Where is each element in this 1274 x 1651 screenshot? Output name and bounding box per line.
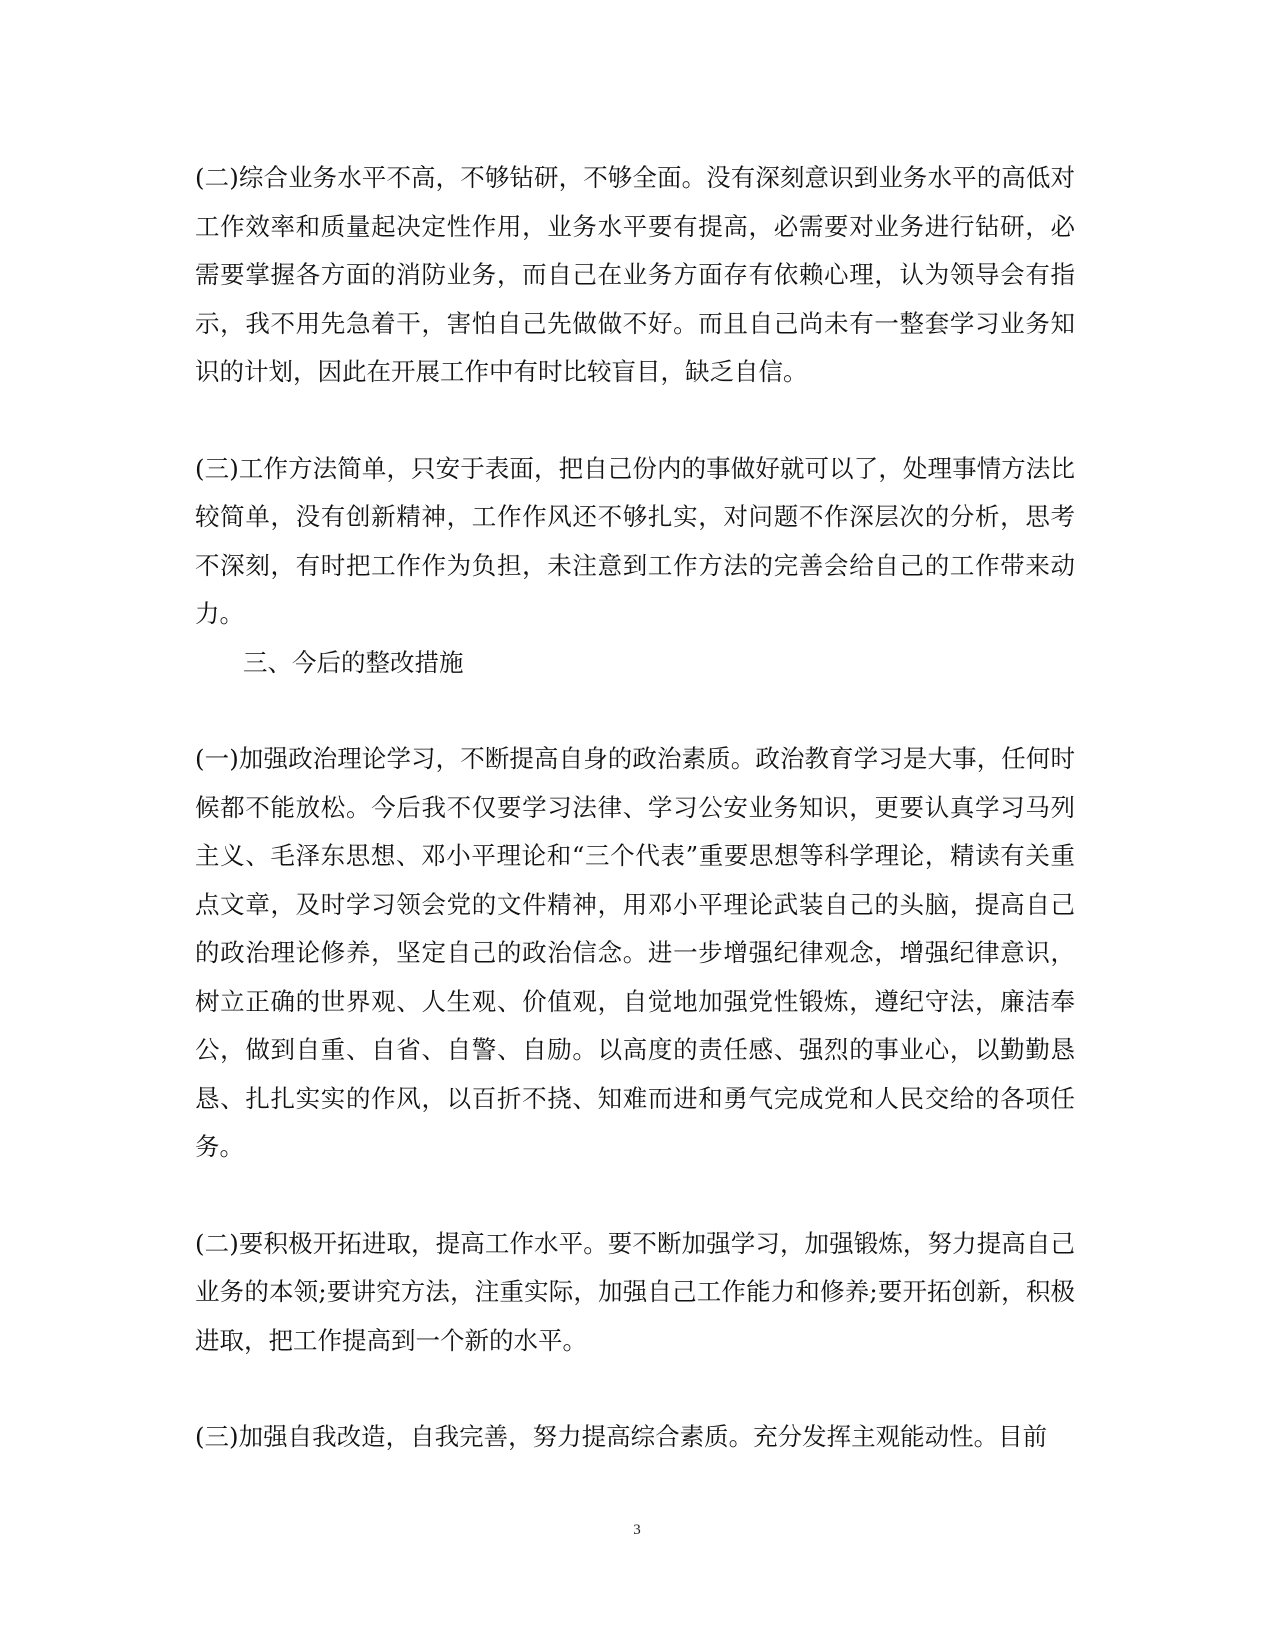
paragraph-work-level: (二)要积极开拓进取，提高工作水平。要不断加强学习，加强锻炼，努力提高自己业务的本领;要讲究方法，注重实际，加强自己工作能力和修养;要开拓创新，积极进取，把工作提高到一个新的水平。 [195, 1228, 1075, 1355]
paragraph-self-improvement: (三)加强自我改造，自我完善，努力提高综合素质。充分发挥主观能动性。目前 [195, 1422, 1048, 1451]
section-heading: 三、今后的整改措施 [243, 647, 464, 677]
paragraph-business-level: (二)综合业务水平不高，不够钻研，不够全面。没有深刻意识到业务水平的高低对工作效率和质量起决定性作用，业务水平要有提高，必需要对业务进行钻研，必需要掌握各方面的消防业务，而自己在业务方面存有依赖心理，认为领导会有指示，我不用先急着干，害怕自己先做做不好。而且自己尚未有一整套学习业务知识的计划，因此在开展工作中有时比较盲目，缺乏自信。 [195, 163, 1075, 386]
paragraph-political-study: (一)加强政治理论学习，不断提高自身的政治素质。政治教育学习是大事，任何时候都不能放松。今后我不仅要学习法律、学习公安业务知识，更要认真学习马列主义、毛泽东思想、邓小平理论和“三个代表”重要思想等科学理论，精读有关重点文章，及时学习领会党的文件精神，用邓小平理论武装自己的头脑，提高自己的政治理论修养，坚定自己的政治信念。进一步增强纪律观念，增强纪律意识，树立正确的世界观、人生观、价值观，自觉地加强党性锻炼，遵纪守法，廉洁奉公，做到自重、自省、自警、自励。以高度的责任感、强烈的事业心，以勤勤恳恳、扎扎实实的作风，以百折不挠、知难而进和勇气完成党和人民交给的各项任务。 [195, 744, 1075, 1161]
paragraph-work-method: (三)工作方法简单，只安于表面，把自己份内的事做好就可以了，处理事情方法比较简单，没有创新精神，工作作风还不够扎实，对问题不作深层次的分析，思考不深刻，有时把工作作为负担，未注意到工作方法的完善会给自己的工作带来动力。 [195, 453, 1075, 628]
document-body [195, 154, 1075, 1462]
page-number: 3 [633, 1522, 641, 1538]
